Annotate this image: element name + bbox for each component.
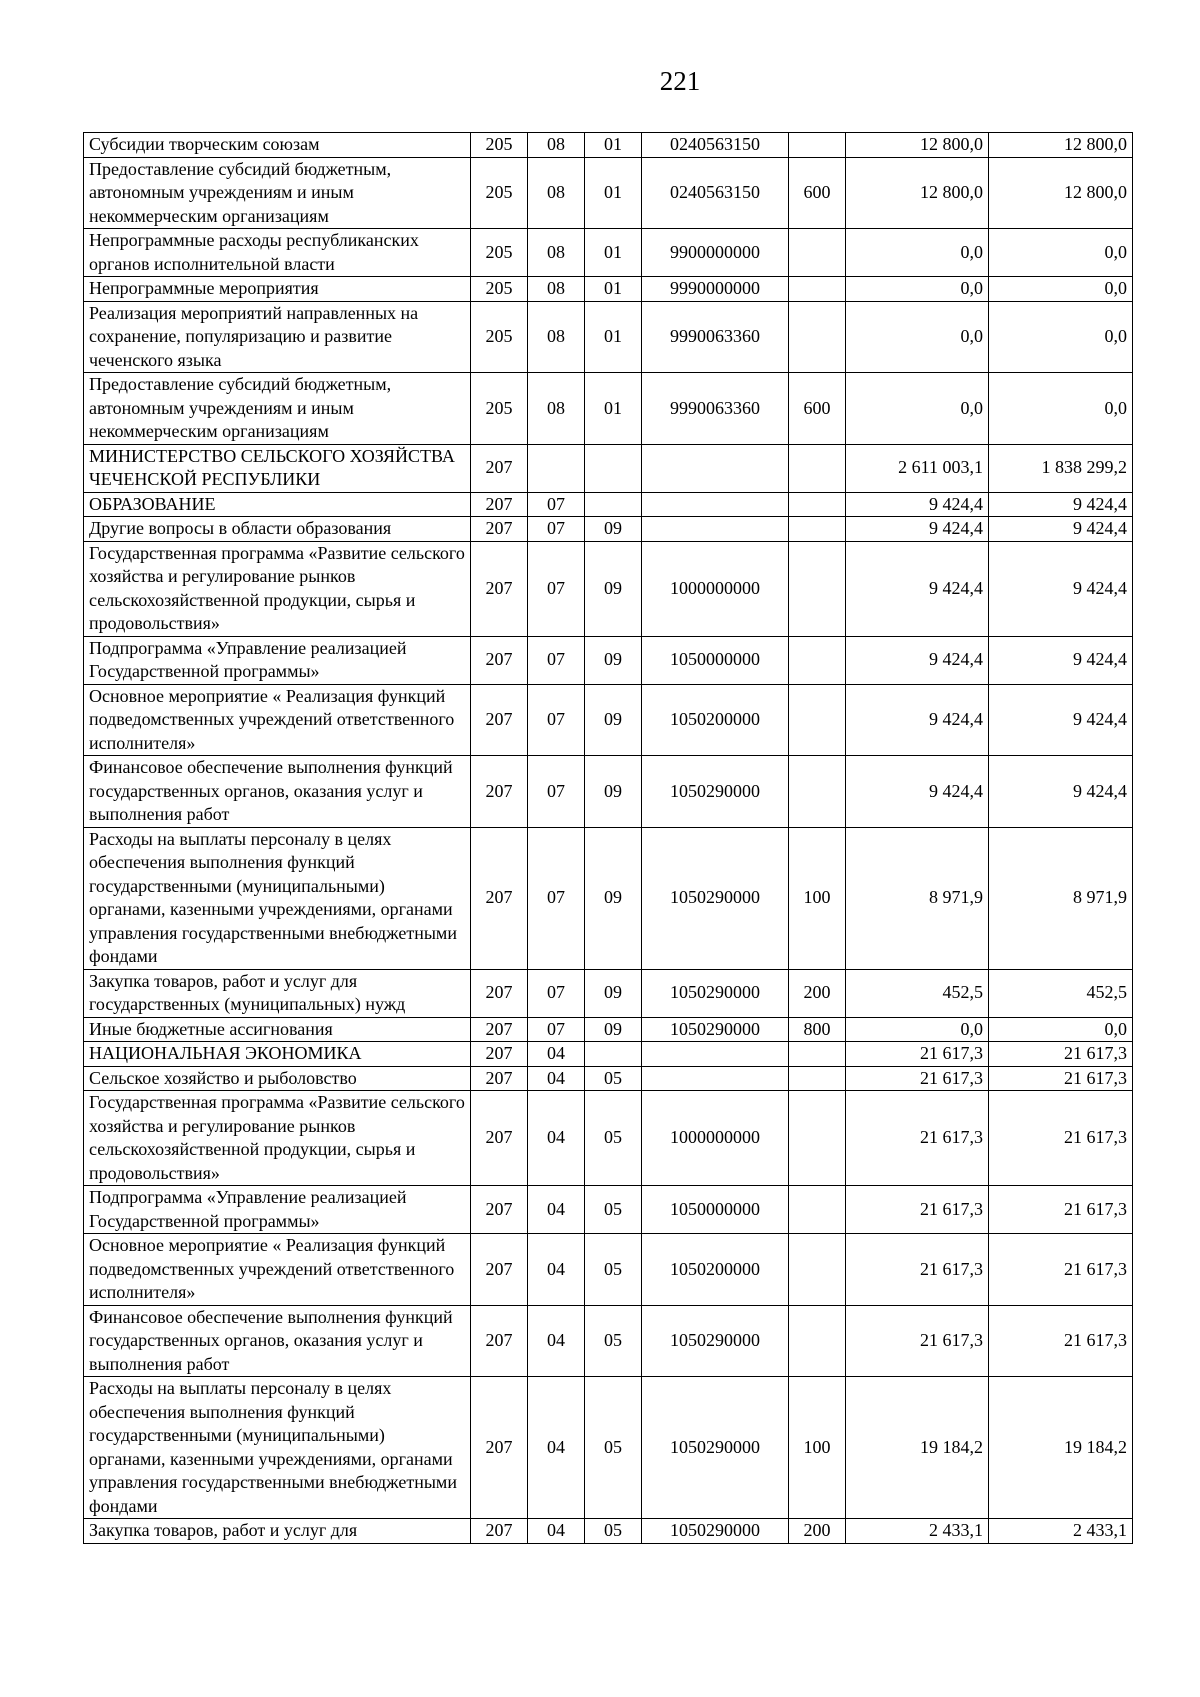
row-sum-2-cell: 452,5 bbox=[989, 969, 1133, 1017]
row-sum-1-cell: 9 424,4 bbox=[846, 684, 989, 756]
row-name-cell: Расходы на выплаты персоналу в целях обеспечения выполнения функций государственными (муниципальными) органами, казенными учреждениями, органами управления государственными внебюджетными фондами bbox=[84, 827, 471, 969]
row-csr-code-cell bbox=[642, 1042, 789, 1067]
row-pr-code-cell: 05 bbox=[585, 1234, 642, 1306]
row-name-cell: Реализация мероприятий направленных на сохранение, популяризацию и развитие чеченского языка bbox=[84, 301, 471, 373]
row-csr-code-cell: 0240563150 bbox=[642, 157, 789, 229]
row-rz-code-cell: 04 bbox=[528, 1234, 585, 1306]
row-name-cell: Закупка товаров, работ и услуг для bbox=[84, 1519, 471, 1544]
row-pr-code-cell: 01 bbox=[585, 373, 642, 445]
row-pr-code-cell: 01 bbox=[585, 229, 642, 277]
row-sum-1-cell: 8 971,9 bbox=[846, 827, 989, 969]
row-csr-code-cell: 1050290000 bbox=[642, 756, 789, 828]
row-vr-code-cell bbox=[789, 277, 846, 302]
row-vr-code-cell bbox=[789, 1042, 846, 1067]
row-vr-code-cell bbox=[789, 1234, 846, 1306]
row-vr-code-cell bbox=[789, 301, 846, 373]
row-name-cell: Предоставление субсидий бюджетным, автономным учреждениям и иным некоммерческим организациям bbox=[84, 157, 471, 229]
row-sum-2-cell: 9 424,4 bbox=[989, 636, 1133, 684]
row-vr-code-cell bbox=[789, 1091, 846, 1186]
row-csr-code-cell bbox=[642, 1066, 789, 1091]
row-gr-code-cell: 207 bbox=[471, 492, 528, 517]
row-gr-code-cell: 207 bbox=[471, 756, 528, 828]
row-vr-code-cell bbox=[789, 517, 846, 542]
row-pr-code-cell: 01 bbox=[585, 133, 642, 158]
row-gr-code-cell: 205 bbox=[471, 301, 528, 373]
row-gr-code-cell: 207 bbox=[471, 1377, 528, 1519]
row-pr-code-cell: 09 bbox=[585, 1017, 642, 1042]
row-rz-code-cell: 07 bbox=[528, 492, 585, 517]
row-rz-code-cell: 04 bbox=[528, 1066, 585, 1091]
row-sum-2-cell: 12 800,0 bbox=[989, 157, 1133, 229]
row-sum-1-cell: 21 617,3 bbox=[846, 1066, 989, 1091]
row-name-cell: Государственная программа «Развитие сельского хозяйства и регулирование рынков сельскохозяйственной продукции, сырья и продовольствия» bbox=[84, 1091, 471, 1186]
row-gr-code-cell: 207 bbox=[471, 541, 528, 636]
row-csr-code-cell: 1000000000 bbox=[642, 541, 789, 636]
row-gr-code-cell: 205 bbox=[471, 229, 528, 277]
row-pr-code-cell: 01 bbox=[585, 277, 642, 302]
row-rz-code-cell: 08 bbox=[528, 157, 585, 229]
row-pr-code-cell: 09 bbox=[585, 636, 642, 684]
row-pr-code-cell: 05 bbox=[585, 1091, 642, 1186]
row-csr-code-cell: 1050000000 bbox=[642, 1186, 789, 1234]
row-name-cell: МИНИСТЕРСТВО СЕЛЬСКОГО ХОЗЯЙСТВА ЧЕЧЕНСКОЙ РЕСПУБЛИКИ bbox=[84, 444, 471, 492]
row-csr-code-cell: 1050200000 bbox=[642, 684, 789, 756]
page-number: 221 bbox=[659, 66, 701, 96]
row-gr-code-cell: 207 bbox=[471, 1519, 528, 1544]
row-sum-2-cell: 1 838 299,2 bbox=[989, 444, 1133, 492]
row-gr-code-cell: 205 bbox=[471, 373, 528, 445]
table-row bbox=[84, 636, 1133, 684]
row-pr-code-cell bbox=[585, 492, 642, 517]
row-sum-2-cell: 8 971,9 bbox=[989, 827, 1133, 969]
row-sum-1-cell: 9 424,4 bbox=[846, 756, 989, 828]
row-rz-code-cell bbox=[528, 444, 585, 492]
row-sum-2-cell: 21 617,3 bbox=[989, 1305, 1133, 1377]
row-sum-1-cell: 0,0 bbox=[846, 373, 989, 445]
row-vr-code-cell bbox=[789, 1305, 846, 1377]
table-row bbox=[84, 684, 1133, 756]
row-name-cell: Непрограммные мероприятия bbox=[84, 277, 471, 302]
row-rz-code-cell: 04 bbox=[528, 1377, 585, 1519]
row-rz-code-cell: 04 bbox=[528, 1519, 585, 1544]
table-row bbox=[84, 827, 1133, 969]
row-name-cell: ОБРАЗОВАНИЕ bbox=[84, 492, 471, 517]
row-rz-code-cell: 07 bbox=[528, 684, 585, 756]
row-vr-code-cell bbox=[789, 229, 846, 277]
table-row bbox=[84, 1066, 1133, 1091]
table-row bbox=[84, 1234, 1133, 1306]
row-sum-2-cell: 21 617,3 bbox=[989, 1186, 1133, 1234]
row-sum-2-cell: 12 800,0 bbox=[989, 133, 1133, 158]
row-pr-code-cell: 05 bbox=[585, 1186, 642, 1234]
row-gr-code-cell: 207 bbox=[471, 636, 528, 684]
row-gr-code-cell: 207 bbox=[471, 1017, 528, 1042]
row-rz-code-cell: 08 bbox=[528, 133, 585, 158]
row-sum-2-cell: 2 433,1 bbox=[989, 1519, 1133, 1544]
row-csr-code-cell: 1050290000 bbox=[642, 1377, 789, 1519]
row-csr-code-cell: 1050290000 bbox=[642, 827, 789, 969]
row-name-cell: Непрограммные расходы республиканских органов исполнительной власти bbox=[84, 229, 471, 277]
row-sum-1-cell: 452,5 bbox=[846, 969, 989, 1017]
row-gr-code-cell: 205 bbox=[471, 277, 528, 302]
row-name-cell: Основное мероприятие « Реализация функций подведомственных учреждений ответственного исполнителя» bbox=[84, 684, 471, 756]
row-name-cell: Расходы на выплаты персоналу в целях обеспечения выполнения функций государственными (муниципальными) органами, казенными учреждениями, органами управления государственными внебюджетными фондами bbox=[84, 1377, 471, 1519]
row-gr-code-cell: 205 bbox=[471, 157, 528, 229]
row-rz-code-cell: 04 bbox=[528, 1305, 585, 1377]
row-pr-code-cell: 09 bbox=[585, 541, 642, 636]
row-gr-code-cell: 207 bbox=[471, 1234, 528, 1306]
row-sum-1-cell: 0,0 bbox=[846, 301, 989, 373]
row-csr-code-cell: 1050290000 bbox=[642, 969, 789, 1017]
row-rz-code-cell: 04 bbox=[528, 1042, 585, 1067]
row-csr-code-cell bbox=[642, 492, 789, 517]
row-csr-code-cell bbox=[642, 444, 789, 492]
row-vr-code-cell bbox=[789, 684, 846, 756]
row-sum-2-cell: 9 424,4 bbox=[989, 756, 1133, 828]
row-vr-code-cell bbox=[789, 444, 846, 492]
table-row bbox=[84, 756, 1133, 828]
row-vr-code-cell bbox=[789, 492, 846, 517]
row-sum-1-cell: 2 611 003,1 bbox=[846, 444, 989, 492]
row-vr-code-cell bbox=[789, 756, 846, 828]
row-sum-1-cell: 9 424,4 bbox=[846, 541, 989, 636]
row-rz-code-cell: 07 bbox=[528, 969, 585, 1017]
row-sum-2-cell: 0,0 bbox=[989, 373, 1133, 445]
row-name-cell: Финансовое обеспечение выполнения функций государственных органов, оказания услуг и выполнения работ bbox=[84, 1305, 471, 1377]
row-sum-1-cell: 19 184,2 bbox=[846, 1377, 989, 1519]
table-row bbox=[84, 1377, 1133, 1519]
row-csr-code-cell: 1050290000 bbox=[642, 1519, 789, 1544]
row-sum-1-cell: 0,0 bbox=[846, 277, 989, 302]
row-name-cell: Предоставление субсидий бюджетным, автономным учреждениям и иным некоммерческим организациям bbox=[84, 373, 471, 445]
row-pr-code-cell bbox=[585, 444, 642, 492]
row-vr-code-cell bbox=[789, 636, 846, 684]
row-vr-code-cell: 200 bbox=[789, 1519, 846, 1544]
row-csr-code-cell: 9990000000 bbox=[642, 277, 789, 302]
row-csr-code-cell: 1050000000 bbox=[642, 636, 789, 684]
row-rz-code-cell: 04 bbox=[528, 1091, 585, 1186]
table-body bbox=[84, 133, 1133, 1544]
row-sum-1-cell: 21 617,3 bbox=[846, 1305, 989, 1377]
row-csr-code-cell: 1000000000 bbox=[642, 1091, 789, 1186]
row-vr-code-cell bbox=[789, 133, 846, 158]
table-row bbox=[84, 133, 1133, 158]
row-rz-code-cell: 04 bbox=[528, 1186, 585, 1234]
row-pr-code-cell: 09 bbox=[585, 517, 642, 542]
row-sum-1-cell: 21 617,3 bbox=[846, 1186, 989, 1234]
row-name-cell: Подпрограмма «Управление реализацией Государственной программы» bbox=[84, 636, 471, 684]
table-row bbox=[84, 1017, 1133, 1042]
row-name-cell: Иные бюджетные ассигнования bbox=[84, 1017, 471, 1042]
row-csr-code-cell: 9900000000 bbox=[642, 229, 789, 277]
row-vr-code-cell: 800 bbox=[789, 1017, 846, 1042]
row-name-cell: Основное мероприятие « Реализация функций подведомственных учреждений ответственного исполнителя» bbox=[84, 1234, 471, 1306]
row-gr-code-cell: 205 bbox=[471, 133, 528, 158]
row-name-cell: Государственная программа «Развитие сельского хозяйства и регулирование рынков сельскохозяйственной продукции, сырья и продовольствия» bbox=[84, 541, 471, 636]
row-csr-code-cell: 1050290000 bbox=[642, 1017, 789, 1042]
row-name-cell: Подпрограмма «Управление реализацией Государственной программы» bbox=[84, 1186, 471, 1234]
row-sum-2-cell: 0,0 bbox=[989, 1017, 1133, 1042]
row-sum-2-cell: 9 424,4 bbox=[989, 492, 1133, 517]
row-sum-2-cell: 19 184,2 bbox=[989, 1377, 1133, 1519]
row-sum-1-cell: 9 424,4 bbox=[846, 636, 989, 684]
row-name-cell: Финансовое обеспечение выполнения функций государственных органов, оказания услуг и выполнения работ bbox=[84, 756, 471, 828]
row-gr-code-cell: 207 bbox=[471, 1091, 528, 1186]
row-sum-2-cell: 21 617,3 bbox=[989, 1234, 1133, 1306]
row-gr-code-cell: 207 bbox=[471, 1305, 528, 1377]
row-rz-code-cell: 07 bbox=[528, 517, 585, 542]
row-csr-code-cell: 9990063360 bbox=[642, 373, 789, 445]
table-row bbox=[84, 492, 1133, 517]
row-rz-code-cell: 07 bbox=[528, 827, 585, 969]
row-pr-code-cell: 05 bbox=[585, 1066, 642, 1091]
table-row bbox=[84, 373, 1133, 445]
row-sum-1-cell: 2 433,1 bbox=[846, 1519, 989, 1544]
row-sum-1-cell: 9 424,4 bbox=[846, 492, 989, 517]
row-name-cell: Другие вопросы в области образования bbox=[84, 517, 471, 542]
table-row bbox=[84, 301, 1133, 373]
row-rz-code-cell: 08 bbox=[528, 277, 585, 302]
table-row bbox=[84, 1042, 1133, 1067]
row-sum-2-cell: 0,0 bbox=[989, 277, 1133, 302]
row-pr-code-cell: 09 bbox=[585, 756, 642, 828]
row-pr-code-cell: 05 bbox=[585, 1377, 642, 1519]
table-row bbox=[84, 1186, 1133, 1234]
row-rz-code-cell: 07 bbox=[528, 1017, 585, 1042]
row-name-cell: Субсидии творческим союзам bbox=[84, 133, 471, 158]
row-sum-1-cell: 21 617,3 bbox=[846, 1042, 989, 1067]
row-sum-2-cell: 9 424,4 bbox=[989, 517, 1133, 542]
row-sum-1-cell: 9 424,4 bbox=[846, 517, 989, 542]
table-row bbox=[84, 517, 1133, 542]
row-name-cell: НАЦИОНАЛЬНАЯ ЭКОНОМИКА bbox=[84, 1042, 471, 1067]
row-rz-code-cell: 08 bbox=[528, 373, 585, 445]
row-rz-code-cell: 08 bbox=[528, 301, 585, 373]
row-pr-code-cell: 09 bbox=[585, 969, 642, 1017]
table-row bbox=[84, 969, 1133, 1017]
row-sum-2-cell: 0,0 bbox=[989, 301, 1133, 373]
row-gr-code-cell: 207 bbox=[471, 827, 528, 969]
table-row bbox=[84, 277, 1133, 302]
row-csr-code-cell: 1050200000 bbox=[642, 1234, 789, 1306]
budget-table bbox=[83, 132, 1133, 1544]
row-pr-code-cell: 09 bbox=[585, 684, 642, 756]
row-vr-code-cell bbox=[789, 1066, 846, 1091]
row-vr-code-cell: 200 bbox=[789, 969, 846, 1017]
table-row bbox=[84, 1305, 1133, 1377]
row-name-cell: Закупка товаров, работ и услуг для государственных (муниципальных) нужд bbox=[84, 969, 471, 1017]
row-gr-code-cell: 207 bbox=[471, 444, 528, 492]
row-pr-code-cell: 05 bbox=[585, 1519, 642, 1544]
row-pr-code-cell: 01 bbox=[585, 157, 642, 229]
table-row bbox=[84, 1519, 1133, 1544]
row-vr-code-cell bbox=[789, 541, 846, 636]
row-vr-code-cell: 100 bbox=[789, 1377, 846, 1519]
table-row bbox=[84, 1091, 1133, 1186]
row-sum-2-cell: 21 617,3 bbox=[989, 1066, 1133, 1091]
row-sum-1-cell: 12 800,0 bbox=[846, 157, 989, 229]
row-sum-2-cell: 0,0 bbox=[989, 229, 1133, 277]
row-gr-code-cell: 207 bbox=[471, 517, 528, 542]
table-row bbox=[84, 444, 1133, 492]
row-sum-1-cell: 12 800,0 bbox=[846, 133, 989, 158]
row-csr-code-cell: 1050290000 bbox=[642, 1305, 789, 1377]
row-gr-code-cell: 207 bbox=[471, 969, 528, 1017]
row-rz-code-cell: 07 bbox=[528, 636, 585, 684]
row-gr-code-cell: 207 bbox=[471, 1042, 528, 1067]
row-sum-2-cell: 9 424,4 bbox=[989, 541, 1133, 636]
row-csr-code-cell: 9990063360 bbox=[642, 301, 789, 373]
row-name-cell: Сельское хозяйство и рыболовство bbox=[84, 1066, 471, 1091]
row-vr-code-cell: 600 bbox=[789, 373, 846, 445]
row-vr-code-cell bbox=[789, 1186, 846, 1234]
row-gr-code-cell: 207 bbox=[471, 1186, 528, 1234]
table-row bbox=[84, 157, 1133, 229]
row-sum-2-cell: 9 424,4 bbox=[989, 684, 1133, 756]
table-row bbox=[84, 541, 1133, 636]
row-vr-code-cell: 600 bbox=[789, 157, 846, 229]
row-pr-code-cell: 09 bbox=[585, 827, 642, 969]
row-sum-2-cell: 21 617,3 bbox=[989, 1091, 1133, 1186]
row-vr-code-cell: 100 bbox=[789, 827, 846, 969]
row-sum-1-cell: 21 617,3 bbox=[846, 1091, 989, 1186]
row-csr-code-cell bbox=[642, 517, 789, 542]
row-rz-code-cell: 07 bbox=[528, 541, 585, 636]
row-sum-1-cell: 21 617,3 bbox=[846, 1234, 989, 1306]
row-rz-code-cell: 07 bbox=[528, 756, 585, 828]
row-pr-code-cell: 01 bbox=[585, 301, 642, 373]
row-rz-code-cell: 08 bbox=[528, 229, 585, 277]
row-pr-code-cell bbox=[585, 1042, 642, 1067]
row-sum-1-cell: 0,0 bbox=[846, 229, 989, 277]
row-pr-code-cell: 05 bbox=[585, 1305, 642, 1377]
row-csr-code-cell: 0240563150 bbox=[642, 133, 789, 158]
table-row bbox=[84, 229, 1133, 277]
row-sum-1-cell: 0,0 bbox=[846, 1017, 989, 1042]
row-sum-2-cell: 21 617,3 bbox=[989, 1042, 1133, 1067]
row-gr-code-cell: 207 bbox=[471, 684, 528, 756]
row-gr-code-cell: 207 bbox=[471, 1066, 528, 1091]
